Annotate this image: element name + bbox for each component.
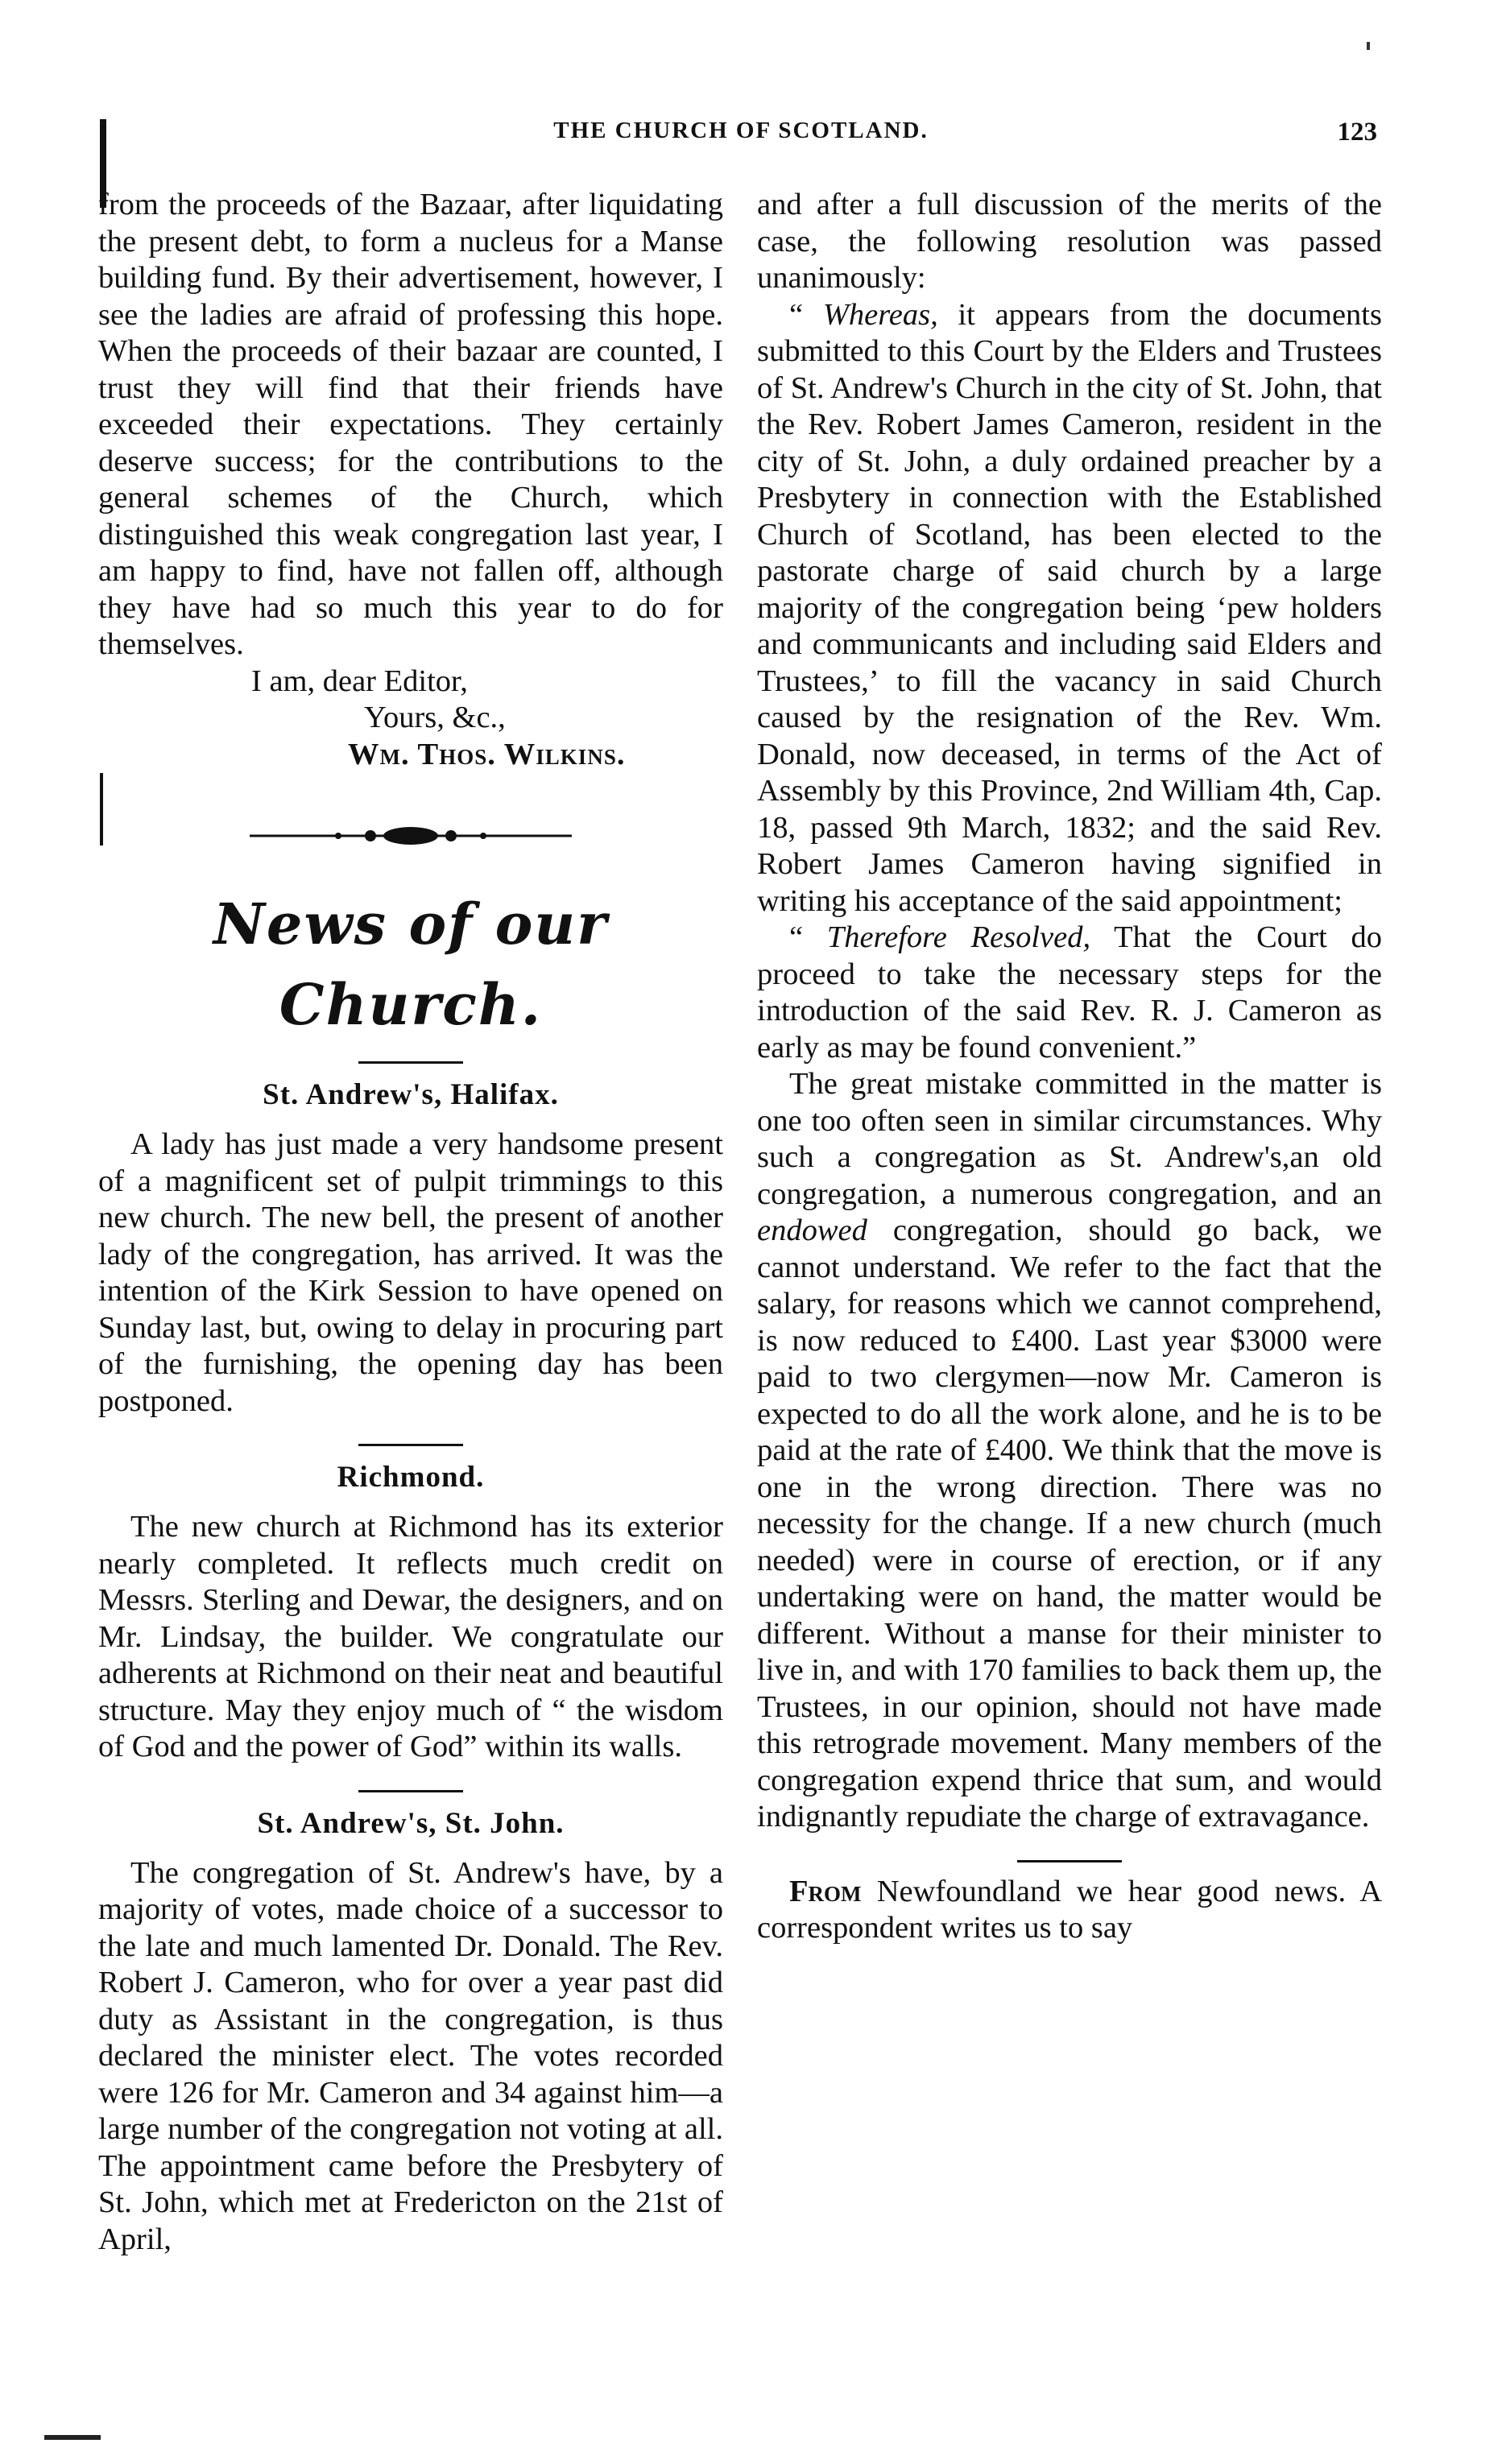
subsection-heading: St. Andrew's, St. John. xyxy=(257,1806,565,1840)
right-column xyxy=(757,187,1382,1947)
emphasis: endowed xyxy=(757,1213,867,1247)
article-paragraph: The congregation of St. Andrew's have, by a majority of votes, made choice of a successor to the late and much lamented Dr. Donald. The Rev. Robert J. Cameron, who for over a year past did duty as Assistant in the congregation, is thus declared the minister elect. The votes recorded were 126 for Mr. Cameron and 34 against him—a large number of the congregation not voting at all. The appointment came before the Presbytery of St. John, which met at Fredericton on the 21st of April, xyxy=(98,1855,723,2256)
letter-signature: Wm. Thos. Wilkins. xyxy=(348,737,626,771)
resolution-text: That the Court do proceed to take the necessary steps for the introduction of the said Rev. R. J. Cameron as early as may be found convenient.” xyxy=(757,920,1382,1065)
article-paragraph: The new church at Richmond has its exterior nearly completed. It reflects much credit on Messrs. Sterling and Dewar, the designers, and on Mr. Lindsay, the builder. We congratulate our adherents at Richmond on their neat and beautiful structure. May they enjoy much of “ the wisdom of God and the power of God” within its walls. xyxy=(98,1510,723,1763)
rule xyxy=(1017,1860,1122,1862)
article-paragraph: and after a full discussion of the merits of the case, the following resolution was passed unanimously: xyxy=(757,188,1382,295)
rule xyxy=(358,1790,463,1792)
letter-closing: I am, dear Editor, xyxy=(251,664,468,698)
print-mark xyxy=(1367,42,1370,50)
article-paragraph xyxy=(757,1066,1382,1836)
article-text: congregation, should go back, we cannot understand. We refer to the fact that the salary, for reasons which we cannot comprehend, is now reduced to £400. Last year $3000 were paid to two clergymen—now Mr. Cameron is expected to do all the work alone, and he is to be paid at the rate of £400. We think that the move is one in the wrong direction. There was no necessity for the change. If a new church (much needed) were in course of erection, or if any undertaking were on hand, the matter would be different. Without a manse for their minister to live in, and with 170 families to back them up, the Trustees, in our opinion, should not have made this retrograde movement. Many members of the congregation expend thrice that sum, and would indignantly repudiate the charge of extravagance. xyxy=(757,1213,1382,1834)
page-number: 123 xyxy=(1337,118,1377,147)
resolution-whereas: “ Whereas, it appears from the documents submitted to this Court by the Elders and Trustees of St. Andrew's Church in the city of St. John, that the Rev. Robert James Cameron, resident in the city of St. John, a duly ordained preacher by a Presbytery in connection with the Established Church of Scotland, has been elected to the pastorate charge of said church by a large majority of the congregation being ‘pew holders and communicants and including said Elders and Trustees,’ to fill the vacancy in said Church caused by the resignation of the Rev. Wm. Donald, now deceased, in terms of the Act of Assembly by this Province, 2nd William 4th, Cap. 18, passed 9th March, 1832; and the said Rev. Robert James Cameron having signified in writing his acceptance of the said appointment; xyxy=(757,297,1382,918)
print-mark xyxy=(44,2435,101,2440)
article-paragraph xyxy=(757,1874,1382,1947)
rule xyxy=(358,1444,463,1446)
resolution-therefore: “ Therefore Resolved, That the Court do proceed to take the necessary steps for the introduction of the said Rev. R. J. Cameron as early as may be found convenient.” xyxy=(757,920,1382,1065)
resolution-keyword: Therefore Resolved, xyxy=(826,920,1091,954)
left-column xyxy=(98,187,723,2258)
subsection-heading: St. Andrew's, Halifax. xyxy=(263,1078,559,1111)
article-text: The great mistake committed in the matter is one too often seen in similar circumstances. Why such a congregation as St. Andrew's,an old congregation, a numerous congregation, and an xyxy=(757,1067,1382,1211)
resolution-text: it appears from the documents submitted to this Court by the Elders and Trustees of St. Andrew's Church in the city of St. John, that the Rev. Robert James Cameron, resident in the city of St. John, a duly ordained preacher by a Presbytery in connection with the Established Church of Scotland, has been elected to the pastorate charge of said church by a large majority of the congregation being ‘pew holders and communicants and including said Elders and Trustees,’ to fill the vacancy in said Church caused by the resignation of the Rev. Wm. Donald, now deceased, in terms of the Act of Assembly by this Province, 2nd William 4th, Cap. 18, passed 9th March, 1832; and the said Rev. Robert James Cameron having signified in writing his acceptance of the said appointment; xyxy=(757,297,1382,918)
article-paragraph: A lady has just made a very handsome present of a magnificent set of pulpit trimmings to this new church. The new bell, the present of another lady of the congregation, has arrived. It was the intention of the Kirk Session to have opened on Sunday last, but, owing to delay in procuring part of the furnishing, the opening day has been postponed. xyxy=(98,1127,723,1418)
running-head xyxy=(105,118,1377,158)
section-heading: News of our Church. xyxy=(213,891,609,1038)
ornament-divider xyxy=(98,796,723,876)
article-text: Newfoundland we hear good news. A correspondent writes us to say xyxy=(757,1874,1382,1945)
lead-word: From xyxy=(789,1874,862,1908)
letter-closing-yours: Yours, &c., xyxy=(364,701,506,734)
resolution-keyword: Whereas, xyxy=(822,297,938,332)
letter-paragraph: from the proceeds of the Bazaar, after liquidating the present debt, to form a nucleus for a Manse building fund. By their advertisement, however, I see the ladies are afraid of professing this hope. When the proceeds of their bazaar are counted, I trust they will find that their friends have exceeded their expectations. They certainly deserve success; for the contributions to the general schemes of the Church, which distinguished this weak congregation last year, I am happy to find, have not fallen off, although they have had so much this year to do for themselves. xyxy=(98,188,723,661)
running-title: THE CHURCH OF SCOTLAND. xyxy=(553,118,929,143)
rule xyxy=(358,1061,463,1064)
subsection-heading: Richmond. xyxy=(337,1461,485,1494)
